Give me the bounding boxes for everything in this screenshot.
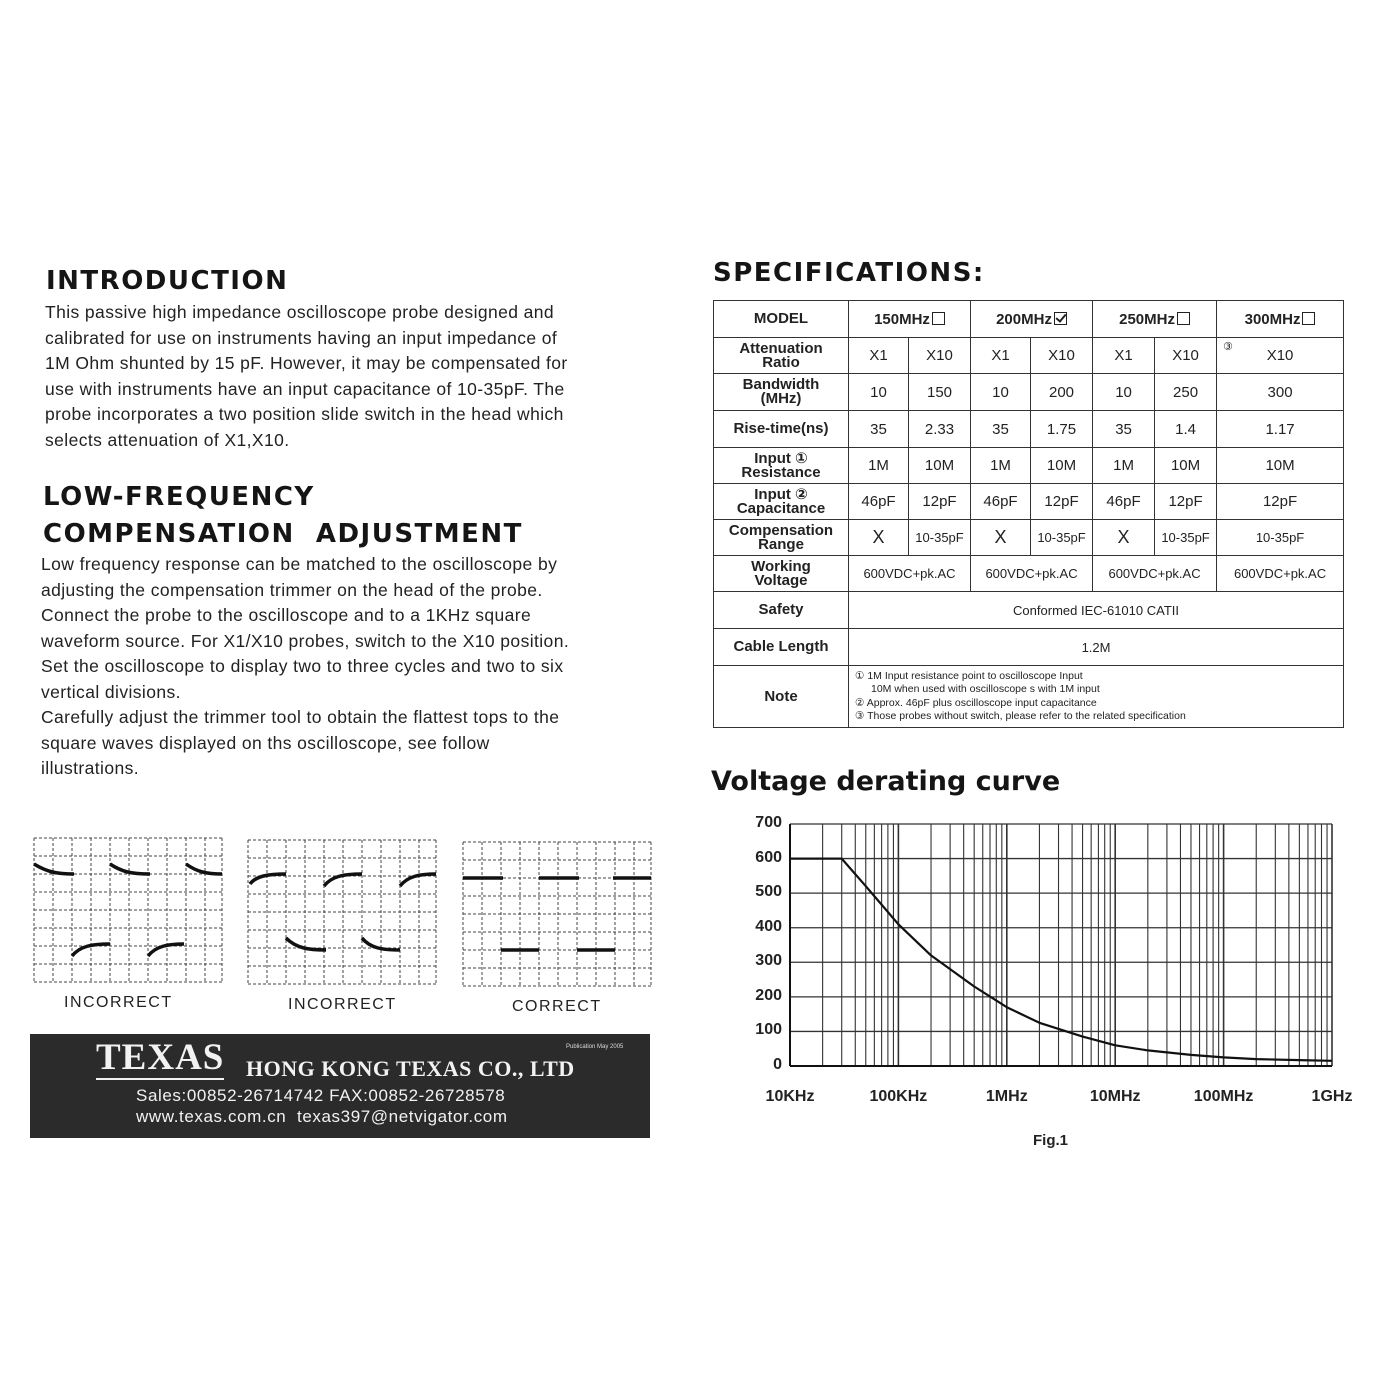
- scope-grid-overcompensated: [32, 836, 226, 986]
- brand-logo: TEXAS: [96, 1037, 225, 1078]
- cell: 35: [971, 411, 1031, 448]
- cell: 600VDC+pk.AC: [849, 556, 971, 592]
- contact-web: www.texas.com.cn texas397@netvigator.com: [136, 1107, 508, 1126]
- model-300: [1217, 301, 1344, 338]
- model-label: MODEL: [714, 301, 849, 338]
- resistance-row: [714, 448, 1344, 484]
- cell: 1M: [971, 448, 1031, 484]
- cell: Conformed IEC-61010 CATII: [849, 592, 1344, 629]
- note-line: 10M when used with oscilloscope s with 1M input: [871, 683, 1100, 695]
- cell: X1: [849, 338, 909, 374]
- checkbox-200-checked: [1054, 312, 1067, 325]
- cell: 46pF: [971, 484, 1031, 520]
- cell: 1.4: [1155, 411, 1217, 448]
- derating-chart-plot: [788, 822, 1334, 1068]
- scope-grid-undercompensated: [246, 838, 440, 988]
- note-line: ② Approx. 46pF plus oscilloscope input capacitance: [855, 696, 1097, 709]
- x-tick-label: 1MHz: [985, 1088, 1028, 1105]
- cell: 12pF: [1217, 484, 1344, 520]
- model-row: [714, 301, 1344, 338]
- x-tick-label: 1GHz: [1311, 1088, 1353, 1105]
- cell: 150: [909, 374, 971, 411]
- x-tick-label: 10KHz: [765, 1088, 815, 1105]
- model-200: [971, 301, 1093, 338]
- cell: X1: [1093, 338, 1155, 374]
- cell: 12pF: [1031, 484, 1093, 520]
- attenuation-row: [714, 338, 1344, 374]
- model-name: 250MHz: [1119, 310, 1175, 328]
- cell: X10: [1031, 338, 1093, 374]
- cell: 300: [1217, 374, 1344, 411]
- bandwidth-row: [714, 374, 1344, 411]
- y-tick-label: 500: [755, 883, 782, 901]
- cell: X: [1093, 520, 1155, 556]
- compensation-heading-1: LOW-FREQUENCY: [43, 482, 315, 512]
- comp-line: Set the oscilloscope to display two to three cycles and two to six: [41, 656, 564, 676]
- model-150: [849, 301, 971, 338]
- cell: 10-35pF: [1217, 520, 1344, 556]
- cell: 10-35pF: [1155, 520, 1217, 556]
- cell: 1.2M: [849, 629, 1344, 666]
- cell: 600VDC+pk.AC: [1093, 556, 1217, 592]
- cell: 600VDC+pk.AC: [971, 556, 1093, 592]
- row-label: Cable Length: [714, 629, 849, 666]
- x-tick-label: 100MHz: [1193, 1088, 1254, 1105]
- checkbox-300: [1302, 312, 1315, 325]
- figure-caption: Fig.1: [1033, 1132, 1069, 1149]
- intro-line: This passive high impedance oscilloscope probe designed and: [45, 302, 555, 322]
- cell: ③ X10: [1217, 338, 1344, 374]
- comp-line: illustrations.: [41, 758, 139, 778]
- y-tick-label: 200: [755, 986, 782, 1004]
- cell: 2.33: [909, 411, 971, 448]
- chart-title: Voltage derating curve: [711, 766, 1061, 797]
- illustration-label: CORRECT: [512, 998, 602, 1015]
- cell: 35: [1093, 411, 1155, 448]
- scope-grid-correct: [461, 840, 655, 990]
- cell: 10: [849, 374, 909, 411]
- comp-line: Carefully adjust the trimmer tool to obtain the flattest tops to the: [41, 707, 560, 727]
- compensation-text: [41, 552, 569, 782]
- row-label: Note: [714, 666, 849, 728]
- intro-line: probe incorporates a two position slide switch in the head which: [45, 404, 564, 424]
- model-name: 200MHz: [996, 310, 1052, 328]
- cell: 1.17: [1217, 411, 1344, 448]
- note-cell: [849, 666, 1344, 728]
- cell: 1M: [1093, 448, 1155, 484]
- cell: 10-35pF: [1031, 520, 1093, 556]
- illustration-label: INCORRECT: [288, 996, 397, 1013]
- comprange-row: [714, 520, 1344, 556]
- comp-line: adjusting the compensation trimmer on the head of the probe.: [41, 579, 543, 600]
- cell: 1M: [849, 448, 909, 484]
- model-name: 150MHz: [874, 310, 930, 328]
- risetime-row: [714, 411, 1344, 448]
- intro-line: calibrated for use on instruments having an input impedance of: [45, 327, 558, 348]
- y-tick-label: 600: [755, 848, 782, 866]
- cell: 35: [849, 411, 909, 448]
- checkbox-250: [1177, 312, 1190, 325]
- comp-line: vertical divisions.: [41, 681, 181, 702]
- y-tick-label: 0: [773, 1056, 782, 1073]
- cable-row: [714, 629, 1344, 666]
- intro-line: selects attenuation of X1,X10.: [45, 429, 290, 450]
- cell: X10: [909, 338, 971, 374]
- cell: 10M: [1217, 448, 1344, 484]
- illustration-label: INCORRECT: [64, 994, 173, 1011]
- note-line: ③ Those probes without switch, please refer to the related specification: [855, 710, 1186, 722]
- comp-line: waveform source. For X1/X10 probes, switch to the X10 position.: [41, 630, 570, 651]
- note-line: ① 1M Input resistance point to oscilloscope Input: [855, 669, 1083, 682]
- specifications-table: [713, 300, 1344, 728]
- cell: X10: [1155, 338, 1217, 374]
- cell: 600VDC+pk.AC: [1217, 556, 1344, 592]
- company-name: HONG KONG TEXAS CO., LTD: [246, 1056, 575, 1081]
- cell: 1.75: [1031, 411, 1093, 448]
- cell: 200: [1031, 374, 1093, 411]
- cell: 10: [971, 374, 1031, 411]
- y-tick-label: 700: [755, 814, 782, 831]
- x-tick-label: 10MHz: [1089, 1088, 1141, 1105]
- cell: X: [971, 520, 1031, 556]
- y-tick-label: 100: [755, 1021, 782, 1039]
- cell: 10M: [909, 448, 971, 484]
- model-250: [1093, 301, 1217, 338]
- publication-date: Publication May 2005: [566, 1044, 624, 1050]
- comp-line: Low frequency response can be matched to the oscilloscope by: [41, 554, 558, 574]
- row-label: Safety: [714, 592, 849, 629]
- introduction-text: [45, 300, 568, 453]
- cell: 12pF: [1155, 484, 1217, 520]
- cell: 46pF: [1093, 484, 1155, 520]
- intro-line: 1M Ohm shunted by 15 pF. However, it may be compensated for: [45, 353, 568, 373]
- contact-sales: Sales:00852-26714742 FAX:00852-26728578: [136, 1086, 506, 1105]
- voltage-row: [714, 556, 1344, 592]
- checkbox-150: [932, 312, 945, 325]
- cell: X1: [971, 338, 1031, 374]
- cell: 250: [1155, 374, 1217, 411]
- row-label: Rise-time(ns): [714, 411, 849, 448]
- cell: 12pF: [909, 484, 971, 520]
- cell: 10M: [1155, 448, 1217, 484]
- row-label: Attenuation Ratio: [714, 338, 849, 374]
- cell: 46pF: [849, 484, 909, 520]
- row-label: Compensation Range: [714, 520, 849, 556]
- cell: X: [849, 520, 909, 556]
- x-tick-label: 100KHz: [869, 1088, 928, 1105]
- company-banner: [30, 1034, 650, 1138]
- introduction-heading: INTRODUCTION: [46, 266, 289, 296]
- cell: 10: [1093, 374, 1155, 411]
- comp-line: Connect the probe to the oscilloscope and to a 1KHz square: [41, 605, 532, 625]
- derating-curve: [790, 859, 1332, 1061]
- row-label: Input ② Capacitance: [714, 484, 849, 520]
- note-marker: ③: [1223, 341, 1233, 353]
- capacitance-row: [714, 484, 1344, 520]
- compensation-heading-2: COMPENSATION ADJUSTMENT: [43, 519, 523, 549]
- model-name: 300MHz: [1244, 310, 1301, 328]
- specifications-heading: SPECIFICATIONS:: [713, 258, 985, 288]
- safety-row: [714, 592, 1344, 629]
- comp-line: square waves displayed on ths oscilloscope, see follow: [41, 732, 490, 753]
- row-label: Input ① Resistance: [714, 448, 849, 484]
- intro-line: use with instruments have an input capacitance of 10-35pF. The: [45, 378, 565, 399]
- y-tick-label: 400: [755, 917, 782, 935]
- row-label: Working Voltage: [714, 556, 849, 592]
- y-tick-label: 300: [755, 952, 782, 970]
- note-row: [714, 666, 1344, 728]
- row-label: Bandwidth (MHz): [714, 374, 849, 411]
- cell: 10M: [1031, 448, 1093, 484]
- cell: 10-35pF: [909, 520, 971, 556]
